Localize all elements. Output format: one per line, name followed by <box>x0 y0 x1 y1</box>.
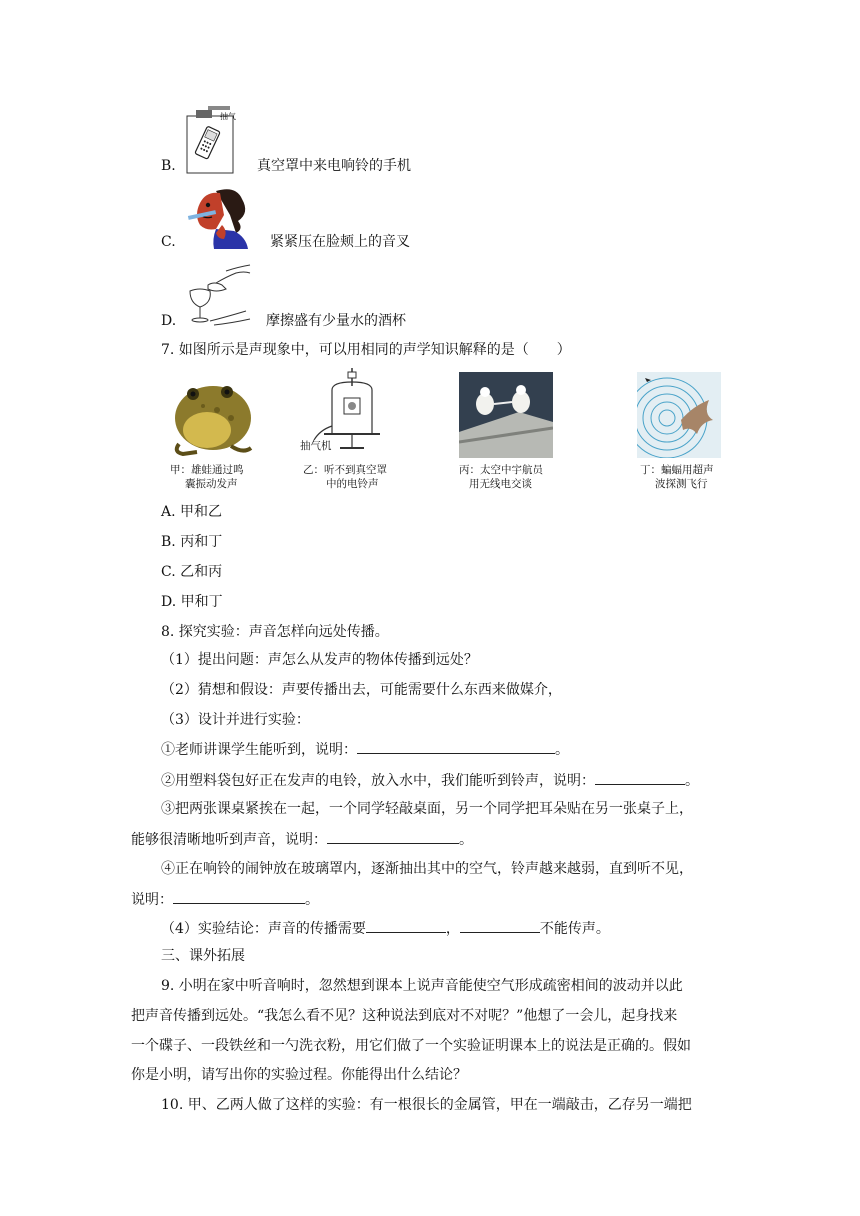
option-q6-b-text: 真空罩中来电响铃的手机 <box>257 158 411 174</box>
exp1-text: ①老师讲课学生能听到，说明： <box>161 742 357 758</box>
option-q6-c-text: 紧紧压在脸颊上的音叉 <box>270 234 410 250</box>
astronauts-caption-line1: 丙：太空中宇航员 <box>459 464 543 476</box>
option-q6-d-letter: D. <box>161 313 177 329</box>
wine-glass-figure <box>186 263 252 329</box>
astronauts-figure <box>459 372 553 458</box>
option-q6-d-text: 摩擦盛有少量水的酒杯 <box>266 313 406 329</box>
question-7-stem: 7. 如图所示是声现象中，可以用相同的声学知识解释的是（ ） <box>161 342 571 358</box>
option-q6-c-letter: C. <box>161 234 176 250</box>
conclusion-sep: ， <box>445 921 460 937</box>
conclusion-end: 不能传声。 <box>539 921 610 937</box>
question-9-line2: 把声音传播到远处。“我怎么看不见？这种说法到底对不对呢？”他想了一会儿，起身找来 <box>131 1008 678 1024</box>
exp1-answer-blank[interactable] <box>357 739 555 754</box>
question-8-exp1 <box>161 739 569 760</box>
question-7-option-b: B. 丙和丁 <box>161 534 223 550</box>
exp2-answer-blank[interactable] <box>595 770 685 785</box>
question-8-stem: 8. 探究实验：声音怎样向远处传播。 <box>161 624 389 640</box>
tuning-fork-cheek-figure <box>186 185 252 249</box>
exp4-answer-blank[interactable] <box>173 889 305 904</box>
question-8-conclusion <box>161 918 610 939</box>
astronauts-caption-line2: 用无线电交谈 <box>469 478 532 490</box>
exp4-end: 。 <box>305 892 319 908</box>
bell-jar-pump-label: 抽气机 <box>300 440 332 452</box>
question-7-option-a: A. 甲和乙 <box>161 504 223 520</box>
frog-caption-line2: 囊振动发声 <box>185 478 238 490</box>
question-8-exp4-line2 <box>131 889 319 910</box>
conclusion-blank-1[interactable] <box>366 918 446 933</box>
question-10-line1: 10. 甲、乙两人做了这样的实验：有一根很长的金属管，甲在一端敲击，乙存另一端把 <box>161 1097 692 1113</box>
bat-caption-line2: 波探测飞行 <box>655 478 708 490</box>
exp2-end: 。 <box>685 773 699 789</box>
question-9-line1: 9. 小明在家中听音响时，忽然想到课本上说声音能使空气形成疏密相间的波动并以此 <box>161 978 683 994</box>
exp1-end: 。 <box>555 742 569 758</box>
bell-jar-caption-line1: 乙：听不到真空罩 <box>303 464 387 476</box>
question-8-exp4-line1: ④正在响铃的闹钟放在玻璃罩内，逐渐抽出其中的空气，铃声越来越弱，直到听不见， <box>161 861 693 877</box>
bell-jar-caption-line2: 中的电铃声 <box>326 478 379 490</box>
question-8-step3: （3）设计并进行实验： <box>161 712 310 728</box>
exp3-answer-blank[interactable] <box>327 829 459 844</box>
exp3-end: 。 <box>459 832 473 848</box>
section-3-heading: 三、课外拓展 <box>161 948 245 964</box>
question-8-exp3-line1: ③把两张课桌紧挨在一起，一个同学轻敲桌面，另一个同学把耳朵贴在另一张桌子上， <box>161 801 693 817</box>
option-q6-b-letter: B. <box>161 158 176 174</box>
question-8-exp2 <box>161 770 699 791</box>
frog-figure <box>167 374 257 456</box>
question-8-exp3-line2 <box>131 829 473 850</box>
conclusion-text: （4）实验结论：声音的传播需要 <box>161 921 366 937</box>
question-7-option-d: D. 甲和丁 <box>161 594 223 610</box>
question-8-step2: （2）猜想和假设：声要传播出去，可能需要什么东西来做媒介， <box>161 682 562 698</box>
exp3-text: 能够很清晰地听到声音，说明： <box>131 832 327 848</box>
question-7-option-c: C. 乙和丙 <box>161 564 223 580</box>
question-9-line3: 一个碟子、一段铁丝和一勺洗衣粉，用它们做了一个实验证明课本上的说法是正确的。假如 <box>131 1038 691 1054</box>
question-9-line4: 你是小明，请写出你的实验过程。你能得出什么结论？ <box>131 1067 467 1083</box>
exp2-text: ②用塑料袋包好正在发声的电铃，放入水中，我们能听到铃声，说明： <box>161 773 595 789</box>
question-8-step1: （1）提出问题：声怎么从发声的物体传播到远处？ <box>161 652 478 668</box>
exp4-text: 说明： <box>131 892 173 908</box>
conclusion-blank-2[interactable] <box>460 918 540 933</box>
bat-caption-line1: 丁：蝙蝠用超声 <box>640 464 714 476</box>
bat-figure <box>637 372 721 458</box>
frog-caption-line1: 甲：雄蛙通过鸣 <box>170 464 244 476</box>
vacuum-jar-label: 抽气 <box>220 112 236 121</box>
